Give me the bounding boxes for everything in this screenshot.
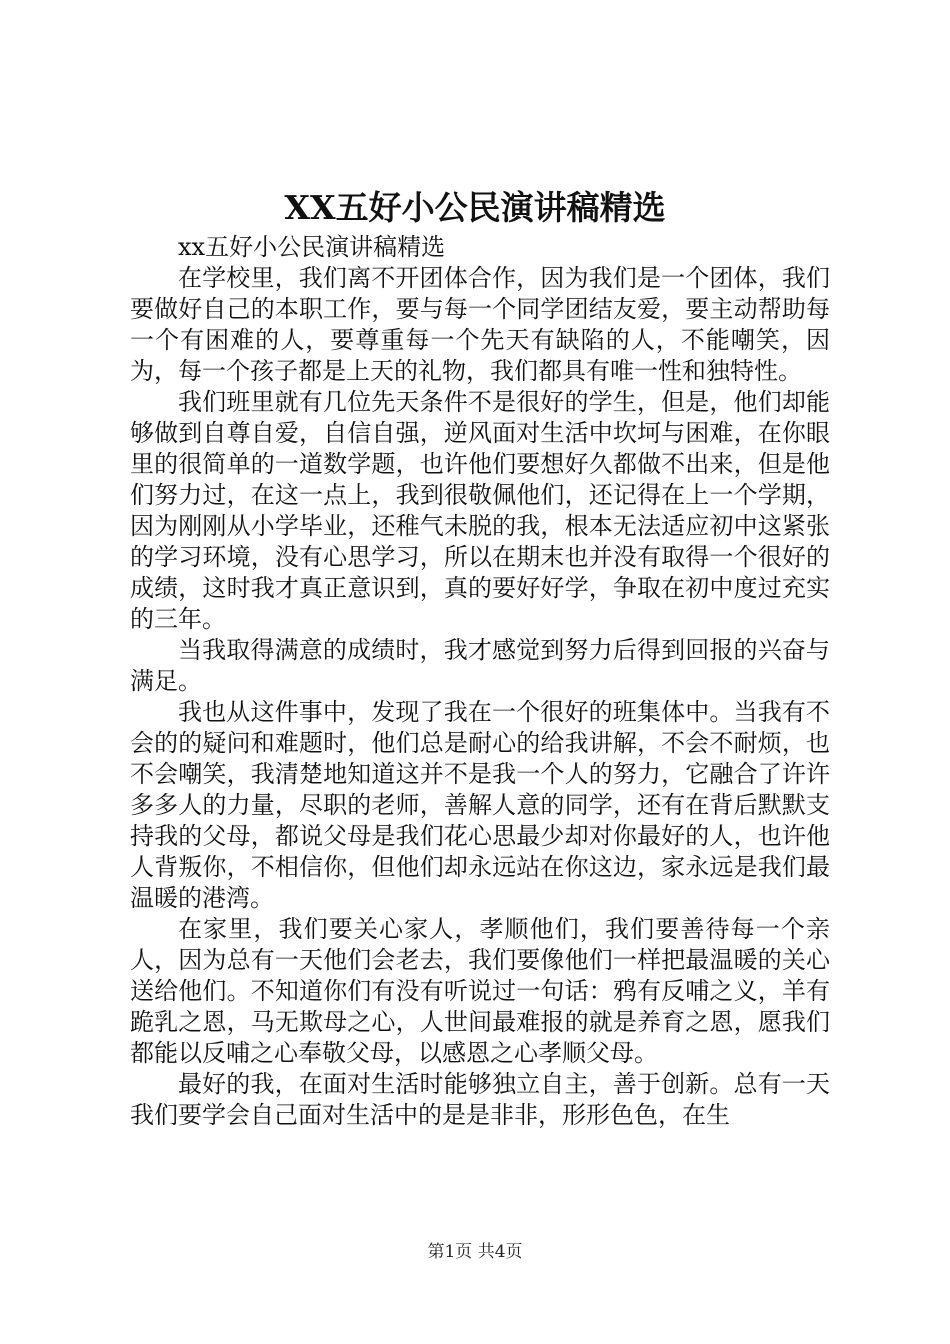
document-title: XX五好小公民演讲稿精选: [284, 188, 666, 227]
page-footer: 第1页 共4页: [427, 1242, 523, 1262]
body-paragraph: 在家里，我们要关心家人，孝顺他们，我们要善待每一个亲人，因为总有一天他们会老去，我们要像他们一样把最温暖的关心送给他们。不知道你们有没有听说过一句话：鸦有反哺之义，羊有跪乳之恩，马无欺母之心，人世间最难报的就是养育之恩，愿我们都能以反哺之心奉敬父母，以感恩之心孝顺父母。: [130, 915, 830, 1067]
body-paragraph: 最好的我，在面对生活时能够独立自主，善于创新。总有一天我们要学会自己面对生活中的是是非非，形形色色，在生: [130, 1070, 830, 1129]
body-paragraph: 在学校里，我们离不开团体合作，因为我们是一个团体，我们要做好自己的本职工作，要与每一个同学团结友爱，要主动帮助每一个有困难的人，要尊重每一个先天有缺陷的人，不能嘲笑，因为，每一个孩子都是上天的礼物，我们都具有唯一性和独特性。: [130, 264, 830, 385]
body-paragraph: 我们班里就有几位先天条件不是很好的学生，但是，他们却能够做到自尊自爱，自信自强，逆风面对生活中坎坷与困难，在你眼里的很简单的一道数学题，也许他们要想好久都做不出来，但是他们努力过，在这一点上，我到很敬佩他们，还记得在上一个学期，因为刚刚从小学毕业，还稚气未脱的我，根本无法适应初中这紧张的学习环境，没有心思学习，所以在期末也并没有取得一个很好的成绩，这时我才真正意识到，真的要好好学，争取在初中度过充实的三年。: [130, 388, 830, 633]
body-paragraph-subtitle: xx五好小公民演讲稿精选: [178, 233, 446, 261]
body-paragraph: 当我取得满意的成绩时，我才感觉到努力后得到回报的兴奋与满足。: [130, 636, 830, 695]
body-paragraph: 我也从这件事中，发现了我在一个很好的班集体中。当我有不会的的疑问和难题时，他们总是耐心的给我讲解，不会不耐烦，也不会嘲笑，我清楚地知道这并不是我一个人的努力，它融合了许许多多人的力量，尽职的老师，善解人意的同学，还有在背后默默支持我的父母，都说父母是我们花心思最少却对你最好的人，也许他人背叛你，不相信你，但他们却永远站在你这边，家永远是我们最温暖的港湾。: [130, 698, 830, 912]
document-body: [130, 232, 830, 1131]
